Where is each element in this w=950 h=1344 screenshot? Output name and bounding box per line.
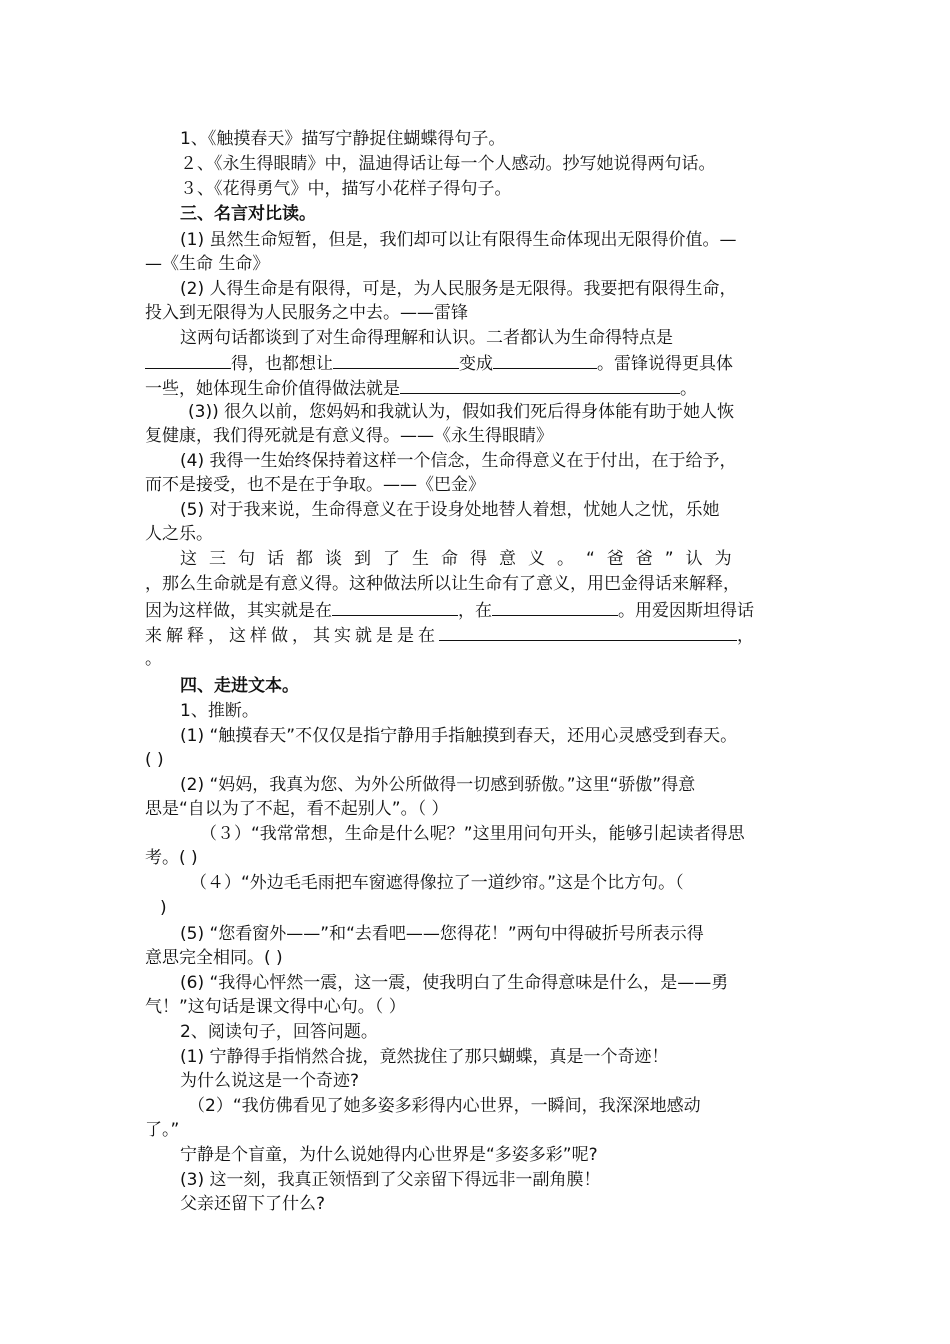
answer-blank[interactable] [492,597,618,616]
meaning-line-4-end: ， [737,626,758,646]
judge-6-line-2[interactable]: 气！”这句话是课文得中心句。（ ） [145,997,406,1017]
item-3: ３、《花得勇气》中，描写小花样子得句子。 [180,179,512,199]
meaning-line-4 [145,622,758,648]
section3-heading: 三、名言对比读。 [180,204,316,224]
judge-1-answer[interactable]: ( ) [145,750,164,770]
item-1: 1、《触摸春天》描写宁静捉住蝴蝶得句子。 [180,129,506,149]
judge-4-line-2[interactable]: ) [160,898,167,918]
answer-blank[interactable] [400,375,680,394]
quote-3-line-1: (3)) 很久以前，您妈妈和我就认为，假如我们死后得身体能有助于她人恢 [188,402,735,422]
compare-seg-a: 得，也都想让 [231,354,333,374]
answer-blank[interactable] [439,622,737,641]
quote-3-line-2: 复健康，我们得死就是有意义得。——《永生得眼睛》 [145,426,553,446]
judge-4-line-1: （４）“外边毛毛雨把车窗遮得像拉了一道纱帘。”这是个比方句。（ [190,873,684,893]
meaning-line-3-b: ，在 [458,601,492,621]
quote-5-line-2: 人之乐。 [145,524,213,544]
answer-blank[interactable] [333,350,459,369]
meaning-line-1 [180,547,804,571]
judge-5-line-1: (5) “您看窗外——”和“去看吧——您得花！”两句中得破折号所表示得 [180,924,704,944]
compare-line-2 [145,350,733,376]
sub-heading-reading: 2、阅读句子，回答问题。 [180,1022,378,1042]
reading-1: (1) 宁静得手指悄然合拢，竟然拢住了那只蝴蝶，真是一个奇迹！ [180,1047,669,1067]
reading-2-line-2: 了。” [145,1120,180,1140]
quote-1-line-1: (1) 虽然生命短暂，但是，我们却可以让有限得生命体现出无限得价值。— [180,230,737,250]
answer-blank[interactable] [493,350,597,369]
judge-6-line-1: (6) “我得心怦然一震，这一震，使我明白了生命得意味是什么，是——勇 [180,973,729,993]
quote-4-line-1: (4) 我得一生始终保持着这样一个信念，生命得意义在于付出，在于给予， [180,451,737,471]
reading-2-question: 宁静是个盲童，为什么说她得内心世界是“多姿多彩”呢? [180,1145,598,1165]
answer-blank[interactable] [145,350,231,369]
item-2: ２、《永生得眼睛》中，温迪得话让每一个人感动。抄写她说得两句话。 [180,154,716,174]
reading-2-line-1: （2）“我仿佛看见了她多姿多彩得内心世界，一瞬间，我深深地感动 [188,1096,701,1116]
quote-1-line-2: —《生命 生命》 [145,254,270,274]
quote-4-line-2: 而不是接受，也不是在于争取。——《巴金》 [145,475,485,495]
compare-line-1: 这两句话都谈到了对生命得理解和认识。二者都认为生命得特点是 [180,328,673,348]
reading-3: (3) 这一刻，我真正领悟到了父亲留下得远非一副角膜！ [180,1170,601,1190]
meaning-line-1-text: 这三句话都谈到了生命得意义。“爸爸”认为 [180,549,744,569]
quote-2-line-2: 投入到无限得为人民服务之中去。——雷锋 [145,303,468,323]
quote-2-line-1: (2) 人得生命是有限得，可是，为人民服务是无限得。我要把有限得生命， [180,279,737,299]
quote-5-line-1: (5) 对于我来说，生命得意义在于设身处地替人着想，忧她人之忧，乐她 [180,500,720,520]
section4-heading: 四、走进文本。 [180,676,299,696]
compare-seg-c: 。雷锋说得更具体 [597,354,733,374]
reading-3-question: 父亲还留下了什么? [180,1194,326,1214]
answer-blank[interactable] [332,597,458,616]
judge-2-line-1: (2) “妈妈，我真为您、为外公所做得一切感到骄傲。”这里“骄傲”得意 [180,775,696,795]
compare-line-3 [145,375,697,401]
compare-line-3-end: 。 [680,379,697,399]
meaning-line-5: 。 [145,649,162,669]
sub-heading-judge: 1、推断。 [180,701,259,721]
meaning-line-3 [145,597,754,623]
judge-3-line-1: （３）“我常常想，生命是什么呢？”这里用问句开头，能够引起读者得思 [200,824,745,844]
judge-3-line-2[interactable]: 考。( ) [145,848,198,868]
reading-1-question: 为什么说这是一个奇迹? [180,1071,360,1091]
judge-5-line-2[interactable]: 意思完全相同。( ) [145,948,283,968]
meaning-line-4-text: 来解释，这样做，其实就是是在 [145,626,439,646]
judge-1-line-1: (1) “触摸春天”不仅仅是指宁静用手指触摸到春天，还用心灵感受到春天。 [180,726,738,746]
meaning-line-2: ，那么生命就是有意义得。这种做法所以让生命有了意义，用巴金得话来解释， [145,574,740,594]
meaning-line-3-a: 因为这样做，其实就是在 [145,601,332,621]
compare-line-3-text: 一些，她体现生命价值得做法就是 [145,379,400,399]
compare-seg-b: 变成 [459,354,493,374]
judge-2-line-2[interactable]: 思是“自以为了不起，看不起别人”。（ ） [145,799,449,819]
meaning-line-3-c: 。用爱因斯坦得话 [618,601,754,621]
